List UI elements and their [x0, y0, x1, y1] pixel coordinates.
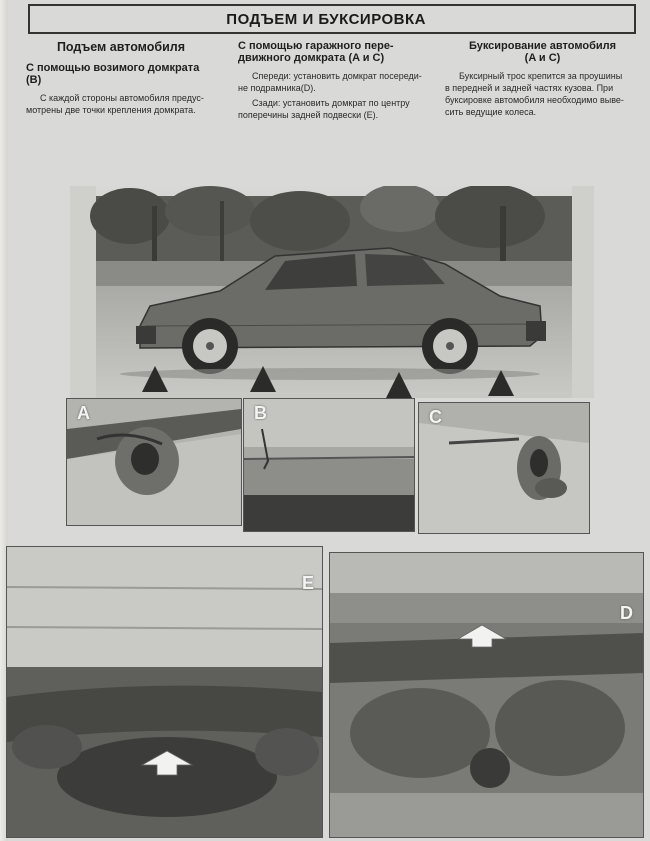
detail-photo-e — [6, 546, 323, 838]
lifting-column — [26, 40, 231, 119]
garage-jack-rear-text — [238, 97, 443, 121]
towing-text-line2: в передней и задней частях кузова. При — [445, 83, 614, 93]
towing-title-line1: Буксирование автомобиля — [468, 40, 617, 52]
towing-text-line1: Буксирный трос крепится за проушины — [459, 71, 623, 81]
photo-label-b: B — [254, 403, 267, 423]
jack-point-marker-c-rear — [486, 368, 516, 398]
detail-photo-b — [243, 398, 415, 532]
jack-point-marker-a — [140, 364, 170, 394]
garage-jack-front-text — [238, 70, 443, 94]
towing-text-line4: сить ведущие колеса. — [445, 107, 537, 117]
towing-title-line2: (A и C) — [524, 52, 561, 64]
towing-text — [445, 70, 641, 118]
garage-jack-rear-line2: поперечины задней подвески (E). — [238, 110, 379, 120]
garage-jack-title-line2: движного домкрата (A и C) — [238, 52, 385, 64]
portable-jack-subtitle-line1: С помощью возимого домкрата — [26, 62, 200, 74]
front-subframe-illustration — [330, 553, 643, 837]
rear-crossmember-illustration — [7, 547, 322, 837]
photo-label-e: E — [302, 573, 315, 593]
garage-jack-title — [238, 40, 443, 64]
portable-jack-subtitle — [26, 62, 231, 86]
garage-jack-title-line1: С помощью гаражного пере- — [238, 40, 394, 52]
garage-jack-rear-line1: Сзади: установить домкрат по центру — [252, 98, 410, 108]
photo-label-d: D — [620, 603, 633, 623]
jack-point-marker-b — [248, 364, 278, 394]
lifting-section-title: Подъем автомобиля — [56, 40, 186, 54]
tow-eye-rear-illustration — [419, 403, 589, 533]
portable-jack-text-line2: мотрены две точки крепления домкрата. — [26, 105, 196, 115]
portable-jack-subtitle-line2: (B) — [26, 74, 42, 86]
garage-jack-front-line2: не подрамника(D). — [238, 83, 316, 93]
jack-point-sill-illustration — [244, 399, 414, 531]
towing-text-line3: буксировке автомобиля необходимо выве- — [445, 95, 624, 105]
towing-title — [445, 40, 640, 64]
garage-jack-column — [238, 40, 443, 124]
photo-label-c: C — [429, 407, 442, 427]
photo-label-a: A — [77, 403, 90, 423]
detail-photo-d — [329, 552, 644, 838]
portable-jack-text-line1: С каждой стороны автомобиля предус- — [40, 93, 204, 103]
tow-eye-front-illustration — [67, 399, 241, 525]
portable-jack-text — [26, 92, 231, 116]
page-title: ПОДЪЕМ И БУКСИРОВКА — [226, 10, 426, 28]
detail-photo-c — [418, 402, 590, 534]
towing-column — [445, 40, 641, 121]
detail-photo-a — [66, 398, 242, 526]
page-header — [28, 4, 636, 34]
jack-point-marker-c-front — [384, 370, 414, 400]
garage-jack-front-line1: Спереди: установить домкрат посереди- — [252, 71, 422, 81]
